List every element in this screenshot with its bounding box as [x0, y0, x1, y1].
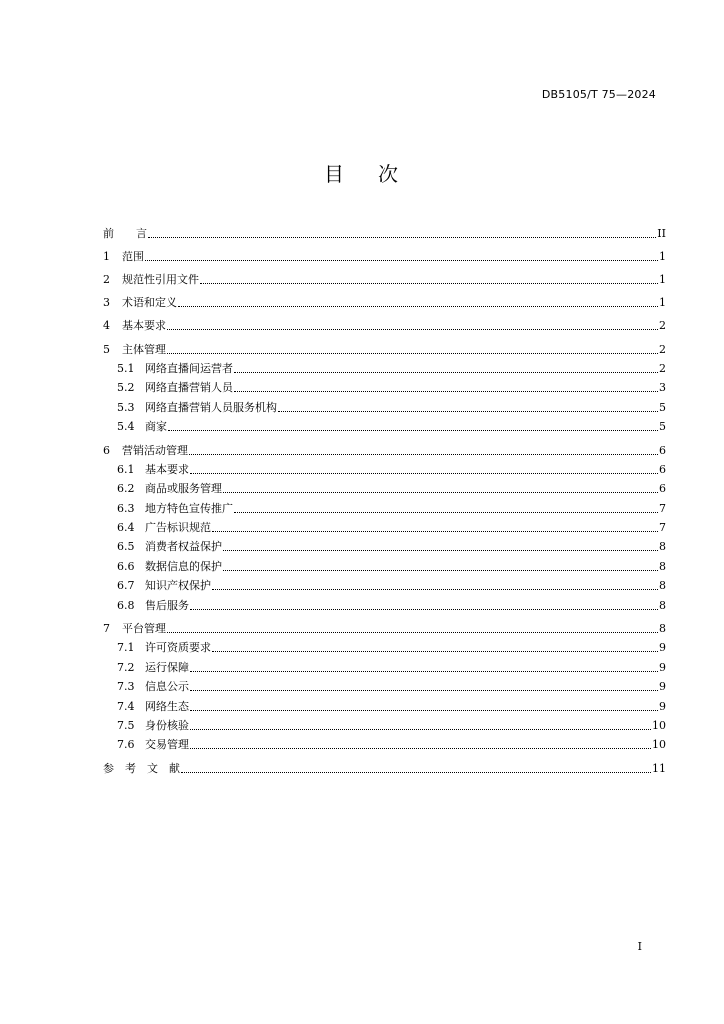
toc-entry-page: 1	[659, 273, 666, 287]
toc-entry-label: 网络直播营销人员服务机构	[145, 400, 277, 414]
toc-entry-page: 10	[652, 718, 666, 732]
toc-entry[interactable]	[103, 675, 666, 694]
toc-entry-number: 5.1	[117, 361, 135, 375]
toc-entry[interactable]	[103, 694, 666, 713]
toc-entry[interactable]	[103, 636, 666, 655]
toc-entry-page: 2	[659, 342, 666, 356]
toc-entry[interactable]	[103, 516, 666, 535]
toc-entry[interactable]	[103, 535, 666, 554]
toc-entry-page: 8	[659, 579, 666, 593]
toc-entry-label: 商家	[145, 420, 167, 434]
toc-entry-number: 6.7	[117, 579, 135, 593]
page-number: I	[637, 940, 642, 953]
toc-entry[interactable]	[103, 395, 666, 414]
toc-entry-number: 6.3	[117, 501, 135, 515]
toc-entry[interactable]	[103, 613, 666, 636]
page-title	[0, 158, 724, 187]
toc-entry-page: 7	[659, 501, 666, 515]
toc-entry-page: 8	[659, 598, 666, 612]
toc-entry-label: 广告标识规范	[145, 521, 211, 535]
toc-entry-number: 6.4	[117, 521, 135, 535]
toc-entry-number: 5.2	[117, 381, 135, 395]
toc-dot-leader	[181, 772, 651, 773]
toc-dot-leader	[167, 353, 658, 354]
toc-entry[interactable]	[103, 554, 666, 573]
toc-dot-leader	[190, 671, 658, 672]
toc-entry-label: 交易管理	[145, 738, 189, 752]
toc-dot-leader	[145, 260, 658, 261]
toc-entry[interactable]	[103, 333, 666, 356]
toc-entry-page: 9	[659, 660, 666, 674]
toc-dot-leader	[190, 729, 651, 730]
toc-entry-label: 地方特色宣传推广	[145, 501, 233, 515]
toc-entry-label: 网络直播间运营者	[145, 361, 233, 375]
toc-entry-page: 8	[659, 559, 666, 573]
toc-dot-leader	[190, 609, 658, 610]
toc-dot-leader	[167, 329, 658, 330]
toc-entry[interactable]	[103, 593, 666, 612]
toc-entry-page: 9	[659, 680, 666, 694]
toc-entry[interactable]	[103, 415, 666, 434]
title-char-2: 次	[378, 162, 400, 186]
toc-entry-label: 营销活动管理	[122, 443, 188, 457]
title-char-1: 目	[324, 162, 346, 186]
toc-entry-label: 运行保障	[145, 660, 189, 674]
toc-dot-leader	[223, 492, 658, 493]
toc-dot-leader	[234, 391, 658, 392]
toc-dot-leader	[148, 237, 656, 238]
toc-dot-leader	[212, 651, 658, 652]
toc-entry-page: 10	[652, 738, 666, 752]
toc-entry[interactable]	[103, 458, 666, 477]
toc-dot-leader	[223, 550, 658, 551]
toc-entry-number: 2	[103, 273, 110, 287]
toc-entry-label: 主体管理	[122, 342, 166, 356]
toc-entry-number: 7.4	[117, 699, 135, 713]
toc-entry-label: 许可资质要求	[145, 641, 211, 655]
toc-entry-number: 7.1	[117, 641, 135, 655]
toc-entry[interactable]	[103, 574, 666, 593]
toc-entry[interactable]	[103, 477, 666, 496]
toc-entry-page: 2	[659, 319, 666, 333]
toc-dot-leader	[190, 690, 658, 691]
toc-entry-label: 消费者权益保护	[145, 540, 222, 554]
toc-entry-page: 7	[659, 521, 666, 535]
toc-dot-leader	[278, 411, 658, 412]
toc-entry[interactable]	[103, 434, 666, 457]
toc-entry-number: 5	[103, 342, 110, 356]
toc-entry-label: 身份核验	[145, 718, 189, 732]
toc-entry-page: 8	[659, 540, 666, 554]
toc-entry[interactable]	[103, 655, 666, 674]
toc-entry-page: 2	[659, 361, 666, 375]
toc-entry-label: 基本要求	[122, 319, 166, 333]
toc-entry-label: 前 言	[103, 227, 147, 241]
toc-entry-label: 平台管理	[122, 622, 166, 636]
toc-entry-page: 6	[659, 482, 666, 496]
table-of-contents	[103, 218, 666, 776]
toc-entry[interactable]	[103, 752, 666, 775]
toc-entry[interactable]	[103, 287, 666, 310]
toc-entry[interactable]	[103, 376, 666, 395]
toc-dot-leader	[234, 512, 658, 513]
toc-dot-leader	[223, 570, 658, 571]
toc-entry-number: 7.3	[117, 680, 135, 694]
toc-entry-label: 基本要求	[145, 462, 189, 476]
toc-entry[interactable]	[103, 218, 666, 241]
toc-entry-label: 网络生态	[145, 699, 189, 713]
toc-entry-label: 知识产权保护	[145, 579, 211, 593]
toc-dot-leader	[178, 306, 658, 307]
toc-entry-page: 1	[659, 296, 666, 310]
toc-dot-leader	[212, 531, 658, 532]
toc-entry-page: 9	[659, 699, 666, 713]
toc-dot-leader	[190, 710, 658, 711]
toc-entry-page: 5	[659, 420, 666, 434]
toc-entry-page: II	[657, 227, 666, 241]
toc-entry-page: 3	[659, 381, 666, 395]
toc-entry-number: 6	[103, 443, 110, 457]
toc-entry-label: 网络直播营销人员	[145, 381, 233, 395]
toc-entry-number: 4	[103, 319, 110, 333]
toc-entry[interactable]	[103, 714, 666, 733]
toc-dot-leader	[168, 430, 658, 431]
toc-entry-label: 商品或服务管理	[145, 482, 222, 496]
toc-entry-page: 8	[659, 622, 666, 636]
toc-dot-leader	[234, 372, 658, 373]
toc-dot-leader	[190, 748, 651, 749]
toc-entry-page: 11	[652, 761, 666, 775]
toc-entry-number: 1	[103, 250, 110, 264]
toc-entry-page: 5	[659, 400, 666, 414]
toc-entry-label: 参 考 文 献	[103, 761, 180, 775]
toc-entry-label: 规范性引用文件	[122, 273, 199, 287]
toc-entry-label: 数据信息的保护	[145, 559, 222, 573]
toc-entry-label: 信息公示	[145, 680, 189, 694]
toc-entry-number: 7.6	[117, 738, 135, 752]
toc-entry-number: 6.5	[117, 540, 135, 554]
toc-dot-leader	[200, 283, 658, 284]
document-code: DB5105/T 75—2024	[541, 88, 656, 101]
toc-dot-leader	[189, 454, 658, 455]
toc-entry-label: 售后服务	[145, 598, 189, 612]
toc-entry-page: 6	[659, 462, 666, 476]
toc-dot-leader	[167, 632, 658, 633]
toc-entry-page: 9	[659, 641, 666, 655]
toc-entry-number: 6.1	[117, 462, 135, 476]
toc-entry-number: 6.6	[117, 559, 135, 573]
toc-entry[interactable]	[103, 496, 666, 515]
toc-entry-number: 7.5	[117, 718, 135, 732]
toc-entry[interactable]	[103, 264, 666, 287]
toc-entry-number: 5.3	[117, 400, 135, 414]
toc-entry-number: 6.8	[117, 598, 135, 612]
toc-entry-number: 7.2	[117, 660, 135, 674]
toc-entry[interactable]	[103, 310, 666, 333]
toc-entry-number: 7	[103, 622, 110, 636]
toc-entry-page: 1	[659, 250, 666, 264]
toc-entry[interactable]	[103, 733, 666, 752]
toc-entry-number: 5.4	[117, 420, 135, 434]
toc-entry-page: 6	[659, 443, 666, 457]
toc-entry-number: 6.2	[117, 482, 135, 496]
toc-dot-leader	[212, 589, 658, 590]
toc-entry-label: 范围	[122, 250, 144, 264]
toc-dot-leader	[190, 473, 658, 474]
toc-entry-number: 3	[103, 296, 110, 310]
toc-entry-label: 术语和定义	[122, 296, 177, 310]
toc-entry[interactable]	[103, 357, 666, 376]
toc-entry[interactable]	[103, 241, 666, 264]
